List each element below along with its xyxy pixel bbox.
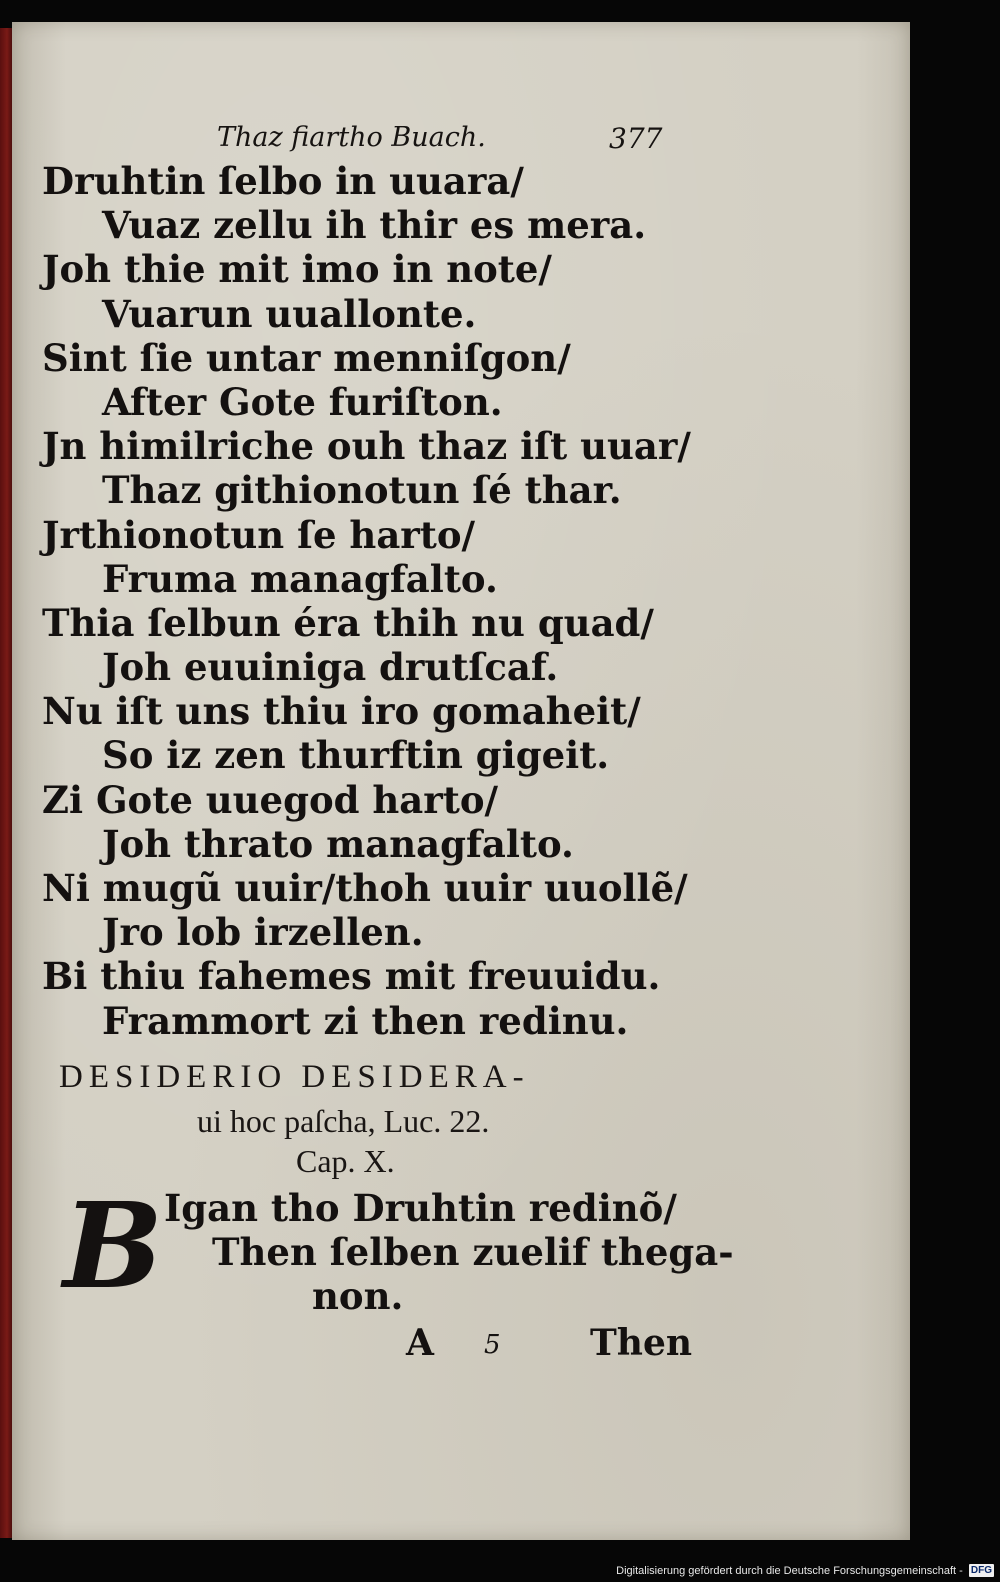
running-title: Thaz fiartho Buach. bbox=[217, 122, 486, 153]
verse-line: Bi thiu fahemes mit freuuidu. bbox=[42, 954, 661, 999]
signature-number: 5 bbox=[484, 1330, 501, 1360]
verse-block bbox=[42, 159, 692, 1043]
verse-line: After Gote furiſton. bbox=[102, 379, 503, 424]
verse-line: So iz zen thurftin gigeit. bbox=[102, 733, 610, 778]
verse-line: Fruma managfalto. bbox=[102, 556, 498, 601]
verse-line: Sint ſie untar menniſgon/ bbox=[42, 335, 571, 380]
chapter-heading-line-1: DESIDERIO DESIDERA- bbox=[59, 1059, 530, 1095]
verse-line: Thia ſelbun éra thih nu quad/ bbox=[42, 600, 654, 645]
catchword: Then bbox=[590, 1322, 693, 1364]
signature-mark: A bbox=[406, 1322, 434, 1364]
verse-line: Nu iſt uns thiu iro gomaheit/ bbox=[42, 689, 641, 734]
chapter-heading-line-2: ui hoc paſcha, Luc. 22. bbox=[197, 1103, 490, 1139]
opening-line-2: Then ſelben zuelif thega- bbox=[212, 1230, 734, 1274]
verse-line: Jro lob irzellen. bbox=[102, 910, 424, 955]
verse-line: Jrthionotun ſe harto/ bbox=[42, 512, 476, 557]
verse-line: Druhtin ſelbo in uuara/ bbox=[42, 159, 524, 203]
credit-text: Digitalisierung gefördert durch die Deutsche Forschungsgemeinschaft - bbox=[616, 1565, 963, 1577]
book-page bbox=[12, 22, 910, 1540]
opening-line-1: Igan tho Druhtin redinõ/ bbox=[164, 1186, 677, 1230]
verse-line: Frammort zi then redinu. bbox=[102, 998, 629, 1043]
verse-line: Vuaz zellu ih thir es mera. bbox=[102, 203, 647, 248]
page-number: 377 bbox=[609, 122, 663, 155]
digitization-credit bbox=[616, 1564, 994, 1578]
verse-line: Vuarun uuallonte. bbox=[102, 291, 477, 336]
decorated-initial: B bbox=[63, 1176, 163, 1315]
verse-line: Thaz githionotun ſé thar. bbox=[102, 468, 622, 513]
chapter-heading-line-3: Cap. X. bbox=[296, 1143, 395, 1179]
verse-line: Joh thrato managfalto. bbox=[102, 821, 574, 866]
verse-line: Jn himilriche ouh thaz iſt uuar/ bbox=[42, 424, 691, 469]
verse-line: Ni mugũ uuir/thoh uuir uuollẽ/ bbox=[42, 866, 688, 910]
chapter-opening bbox=[164, 1186, 734, 1318]
verse-line: Joh thie mit imo in note/ bbox=[42, 247, 552, 292]
chapter-heading bbox=[59, 1059, 699, 1183]
opening-line-3: non. bbox=[312, 1274, 404, 1318]
dfg-logo: DFG bbox=[970, 1565, 992, 1576]
verse-line: Joh euuiniga drutſcaf. bbox=[102, 645, 559, 690]
verse-line: Zi Gote uuegod harto/ bbox=[42, 777, 499, 822]
